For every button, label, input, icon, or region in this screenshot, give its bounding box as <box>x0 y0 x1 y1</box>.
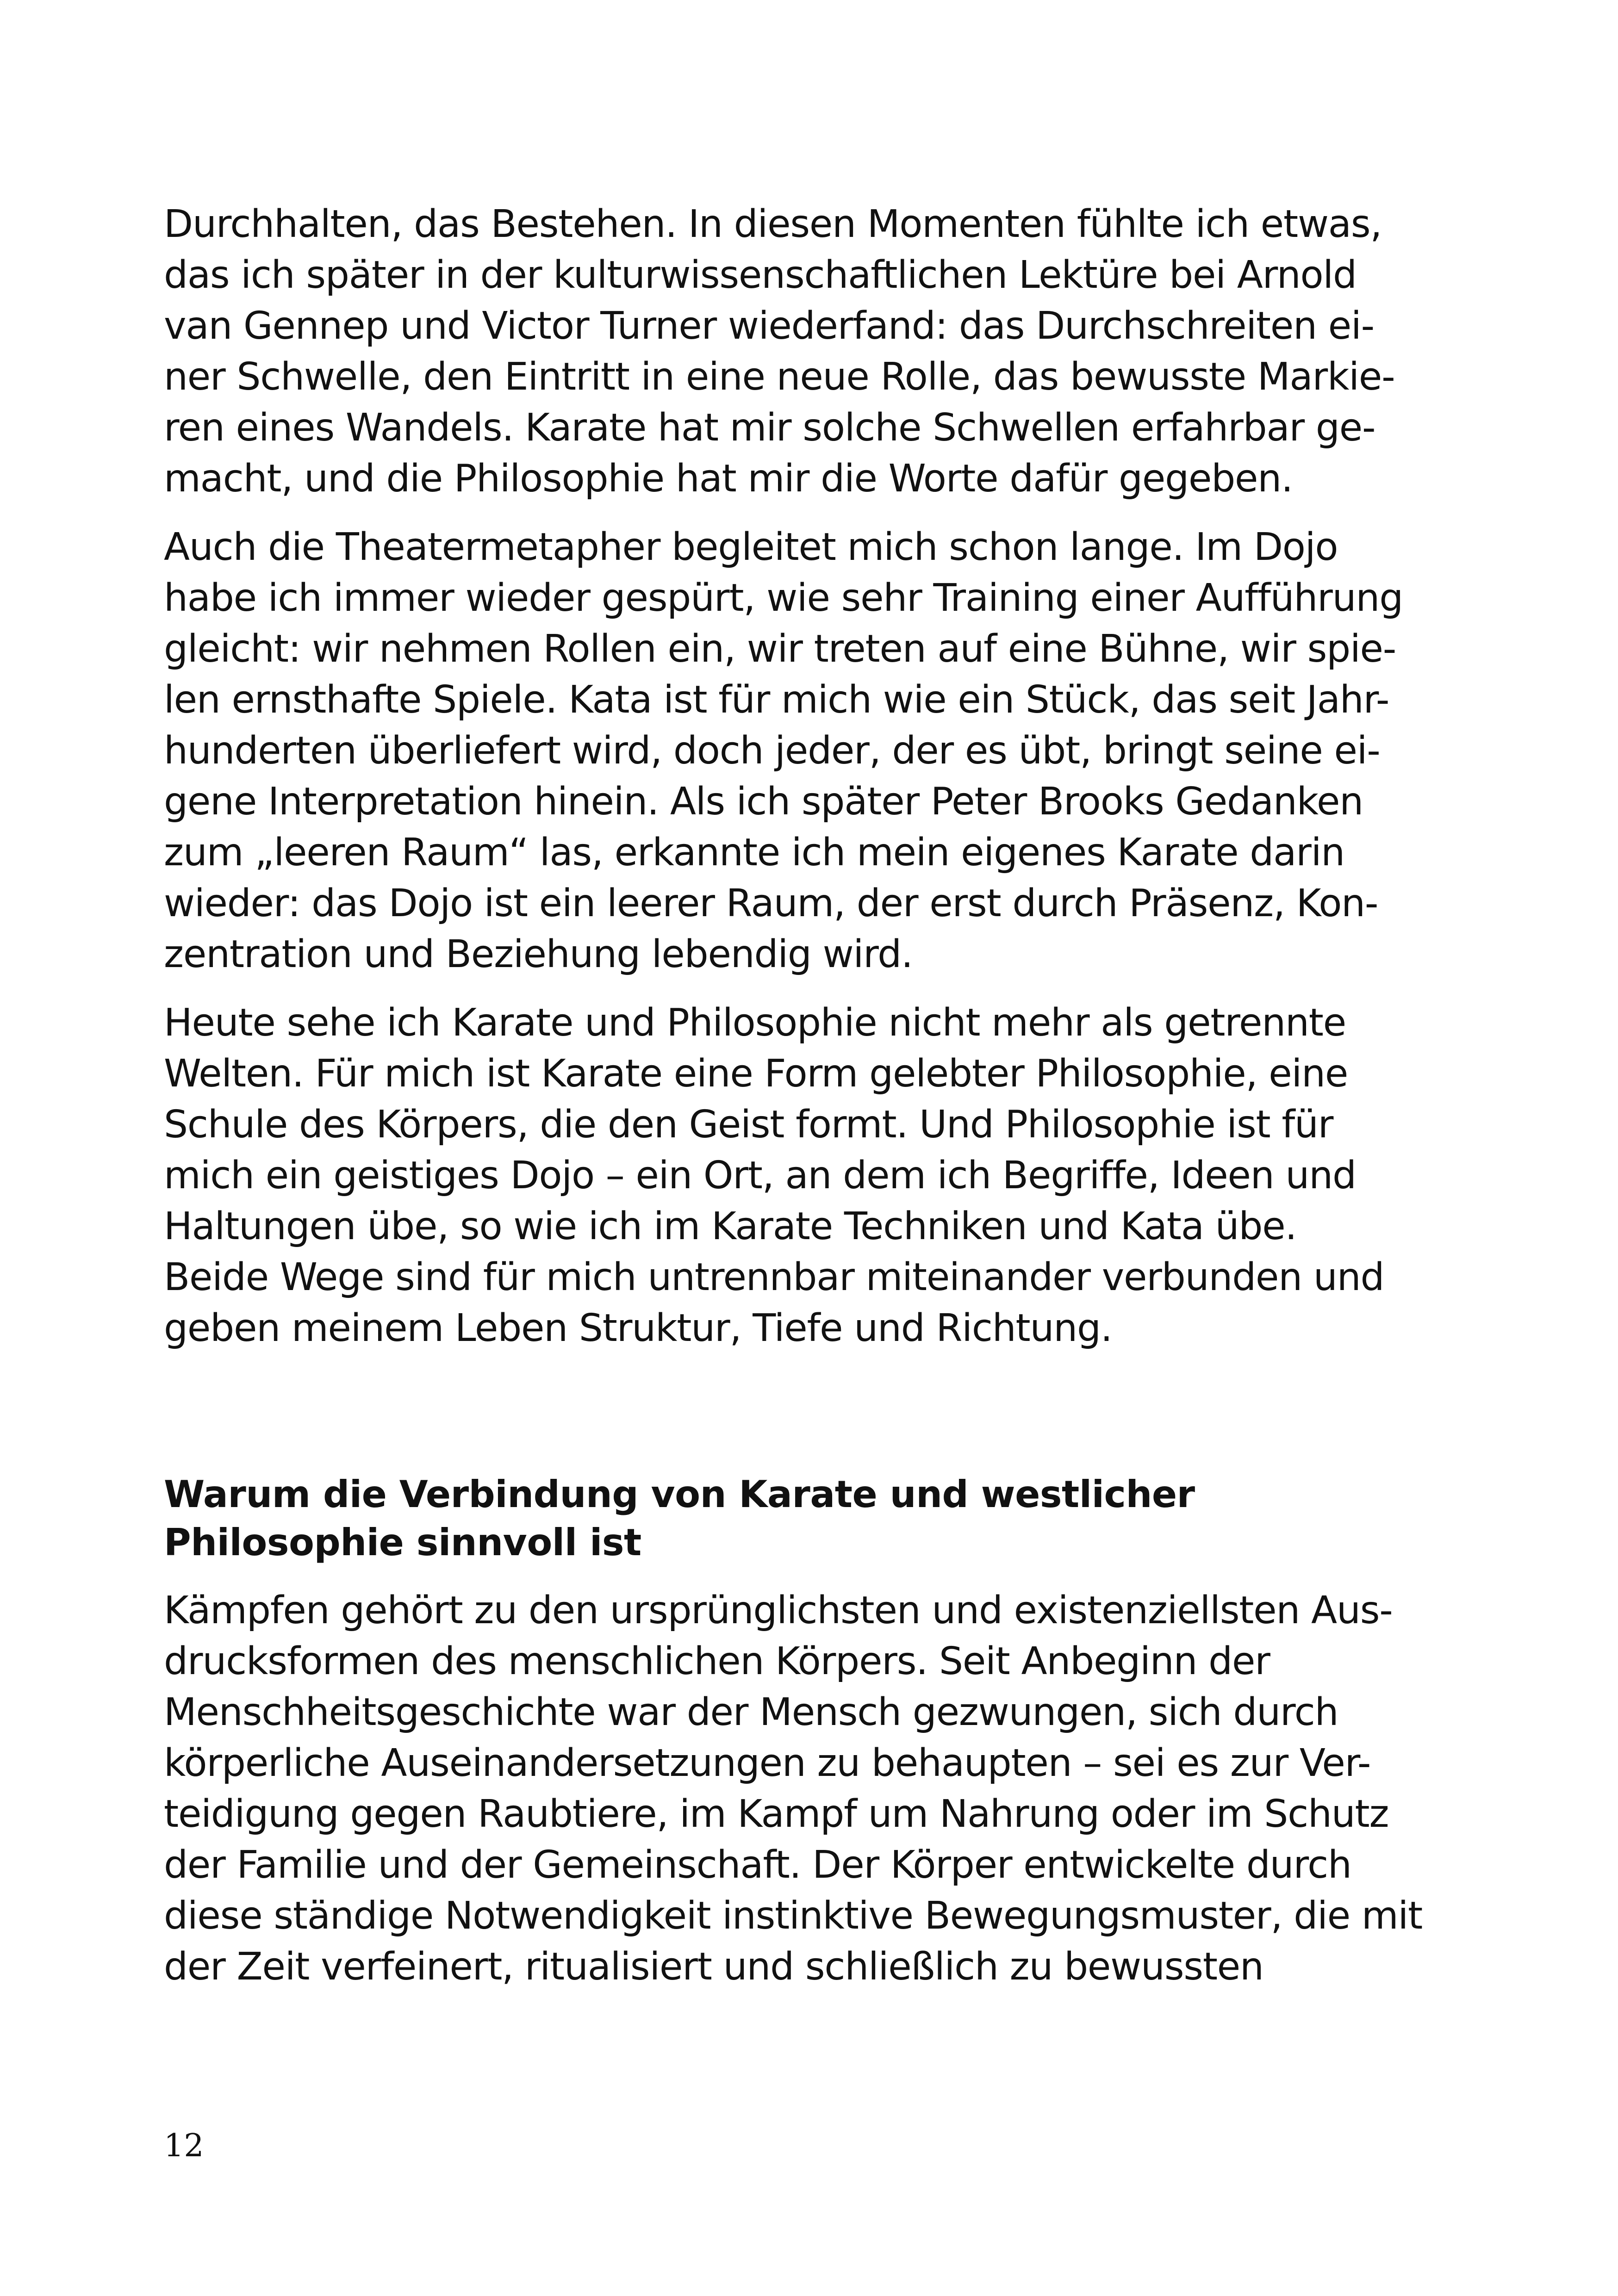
text-line: gleicht: wir nehmen Rollen ein, wir treten auf eine Bühne, wir spie- <box>164 627 1396 671</box>
text-line: das ich später in der kulturwissenschaftlichen Lektüre bei Arnold <box>164 253 1357 297</box>
text-line: mich ein geistiges Dojo – ein Ort, an dem ich Begriffe, Ideen und <box>164 1154 1356 1198</box>
text-line: wieder: das Dojo ist ein leerer Raum, der erst durch Präsenz, Kon- <box>164 881 1378 925</box>
body-paragraph-2 <box>164 522 1437 980</box>
text-line: Auch die Theatermetapher begleitet mich schon lange. Im Dojo <box>164 525 1338 569</box>
text-line: zum „leeren Raum“ las, erkannte ich mein eigenes Karate darin <box>164 831 1345 875</box>
text-line: Menschheitsgeschichte war der Mensch gezwungen, sich durch <box>164 1690 1338 1734</box>
text-line: Heute sehe ich Karate und Philosophie nicht mehr als getrennte <box>164 1001 1346 1045</box>
body-paragraph-3 <box>164 998 1437 1354</box>
heading-line: Warum die Verbindung von Karate und westlicher <box>164 1473 1195 1516</box>
text-line: van Gennep und Victor Turner wiederfand: das Durchschreiten ei- <box>164 304 1374 348</box>
text-line: Schule des Körpers, die den Geist formt. Und Philosophie ist für <box>164 1103 1333 1147</box>
text-line: habe ich immer wieder gespürt, wie sehr Training einer Aufführung <box>164 576 1403 620</box>
text-line: hunderten überliefert wird, doch jeder, der es übt, bringt seine ei- <box>164 729 1380 773</box>
text-line: der Zeit verfeinert, ritualisiert und schließlich zu bewussten <box>164 1945 1263 1989</box>
text-line: geben meinem Leben Struktur, Tiefe und Richtung. <box>164 1306 1112 1350</box>
text-line: drucksformen des menschlichen Körpers. Seit Anbeginn der <box>164 1639 1270 1683</box>
text-line: zentration und Beziehung lebendig wird. <box>164 932 913 976</box>
text-line: len ernsthafte Spiele. Kata ist für mich wie ein Stück, das seit Jahr- <box>164 678 1389 722</box>
page-body <box>164 199 1437 2010</box>
text-line: der Familie und der Gemeinschaft. Der Körper entwickelte durch <box>164 1843 1351 1887</box>
text-line: Welten. Für mich ist Karate eine Form gelebter Philosophie, eine <box>164 1052 1348 1096</box>
page-number: 12 <box>164 2128 204 2164</box>
body-paragraph-1 <box>164 199 1437 504</box>
text-line: macht, und die Philosophie hat mir die Worte dafür gegeben. <box>164 457 1293 501</box>
text-line: ner Schwelle, den Eintritt in eine neue Rolle, das bewusste Markie- <box>164 355 1395 399</box>
text-line: ren eines Wandels. Karate hat mir solche Schwellen erfahrbar ge- <box>164 406 1375 450</box>
text-line: gene Interpretation hinein. Als ich später Peter Brooks Gedanken <box>164 780 1363 824</box>
text-line: diese ständige Notwendigkeit instinktive Bewegungsmuster, die mit <box>164 1894 1423 1938</box>
section-gap <box>164 1371 1437 1471</box>
heading-line: Philosophie sinnvoll ist <box>164 1521 641 1564</box>
section-heading <box>164 1471 1437 1567</box>
section-paragraph <box>164 1585 1437 1992</box>
text-line: Beide Wege sind für mich untrennbar miteinander verbunden und <box>164 1255 1384 1299</box>
text-line: Haltungen übe, so wie ich im Karate Techniken und Kata übe. <box>164 1204 1297 1248</box>
text-line: Durchhalten, das Bestehen. In diesen Momenten fühlte ich etwas, <box>164 202 1382 246</box>
text-line: Kämpfen gehört zu den ursprünglichsten und existenziellsten Aus- <box>164 1589 1393 1632</box>
text-line: teidigung gegen Raubtiere, im Kampf um Nahrung oder im Schutz <box>164 1792 1389 1836</box>
text-line: körperliche Auseinandersetzungen zu behaupten – sei es zur Ver- <box>164 1741 1371 1785</box>
